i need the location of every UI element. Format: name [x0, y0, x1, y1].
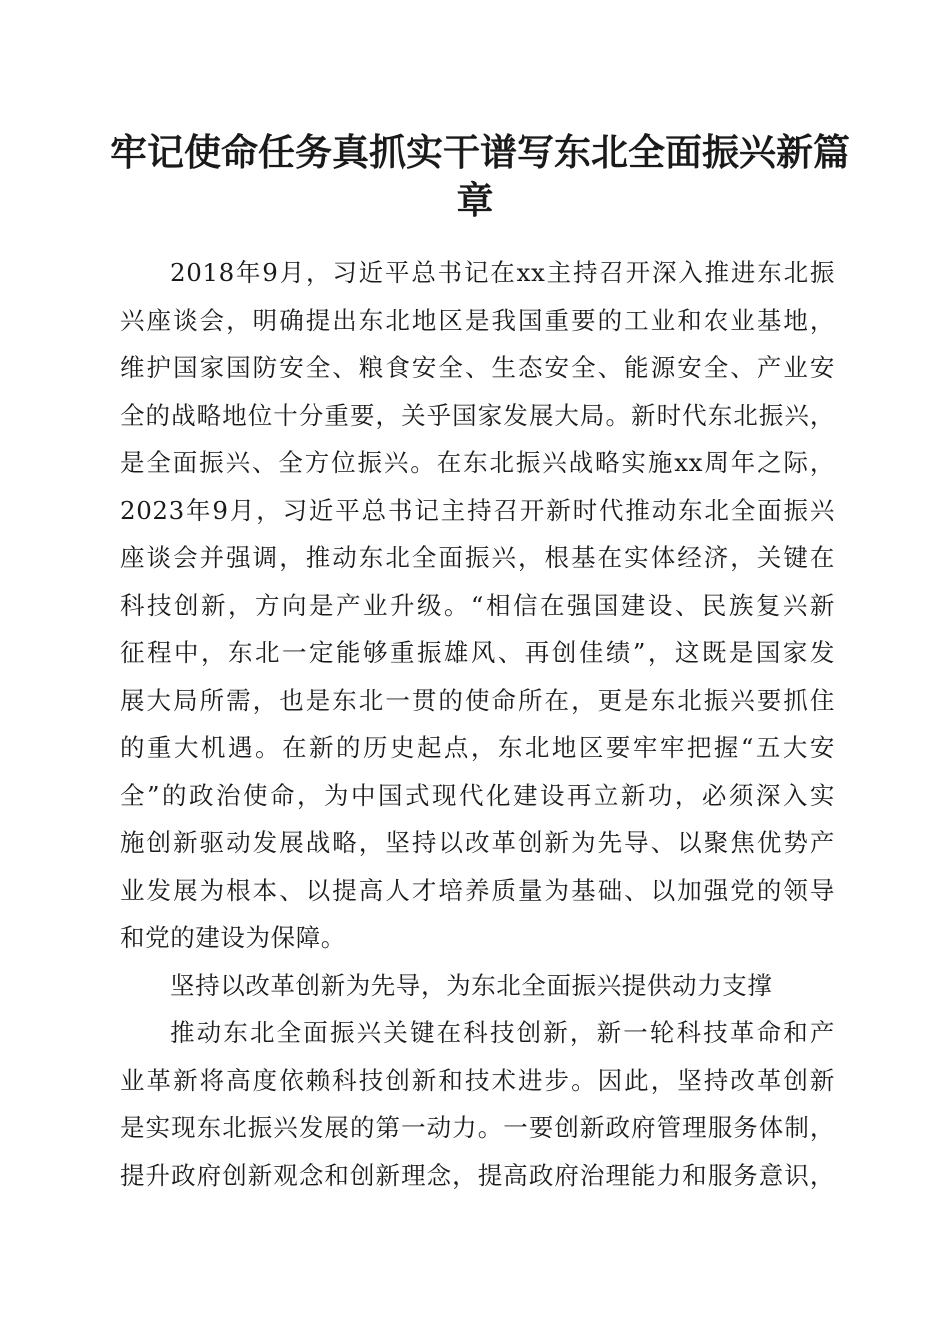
text-line: 维护国家国防安全、粮食安全、生态安全、能源安全、产业安 [120, 353, 835, 382]
text-line: 2023年9月，习近平总书记主持召开新时代推动东北全面振兴 [120, 495, 835, 525]
title-line: 章 [456, 178, 494, 222]
text-line: 坚持以改革创新为先导，为东北全面振兴提供动力支撑 [170, 970, 773, 1000]
text-line: 全”的政治使命，为中国式现代化建设再立新功，必须深入实 [120, 780, 835, 810]
title-line: 牢记使命任务真抓实干谱写东北全面振兴新篇 [110, 130, 850, 174]
text-line: 征程中，东北一定能够重振雄风、再创佳绩”，这既是国家发 [120, 638, 835, 667]
text-line: 兴座谈会，明确提出东北地区是我国重要的工业和农业基地， [120, 305, 835, 335]
text-line: 科技创新，方向是产业升级。“相信在强国建设、民族复兴新 [120, 590, 835, 620]
text-line: 的重大机遇。在新的历史起点，东北地区要牢牢把握“五大安 [120, 733, 835, 762]
text-line: 全的战略地位十分重要，关乎国家发展大局。新时代东北振兴， [120, 400, 835, 430]
document-body [120, 249, 835, 1199]
document-title [110, 128, 850, 224]
text-line: 和党的建设为保障。 [120, 923, 346, 952]
text-line: 提升政府创新观念和创新理念，提高政府治理能力和服务意识， [120, 1160, 835, 1190]
paragraph-intro [120, 249, 835, 962]
paragraph-body [120, 1009, 835, 1199]
text-line: 业发展为根本、以提高人才培养质量为基础、以加强党的领导 [120, 875, 835, 905]
text-line: 施创新驱动发展战略，坚持以改革创新为先导、以聚焦优势产 [120, 828, 835, 857]
text-line: 是全面振兴、全方位振兴。在东北振兴战略实施xx周年之际， [120, 448, 835, 477]
section-heading [120, 962, 835, 1010]
text-line: 是实现东北振兴发展的第一动力。一要创新政府管理服务体制， [120, 1113, 835, 1142]
text-line: 座谈会并强调，推动东北全面振兴，根基在实体经济，关键在 [120, 543, 835, 572]
text-line: 业革新将高度依赖科技创新和技术进步。因此，坚持改革创新 [120, 1065, 835, 1095]
text-line: 2018年9月，习近平总书记在xx主持召开深入推进东北振 [170, 258, 835, 287]
text-line: 推动东北全面振兴关键在科技创新，新一轮科技革命和产 [170, 1018, 835, 1047]
text-line: 展大局所需，也是东北一贯的使命所在，更是东北振兴要抓住 [120, 685, 835, 715]
